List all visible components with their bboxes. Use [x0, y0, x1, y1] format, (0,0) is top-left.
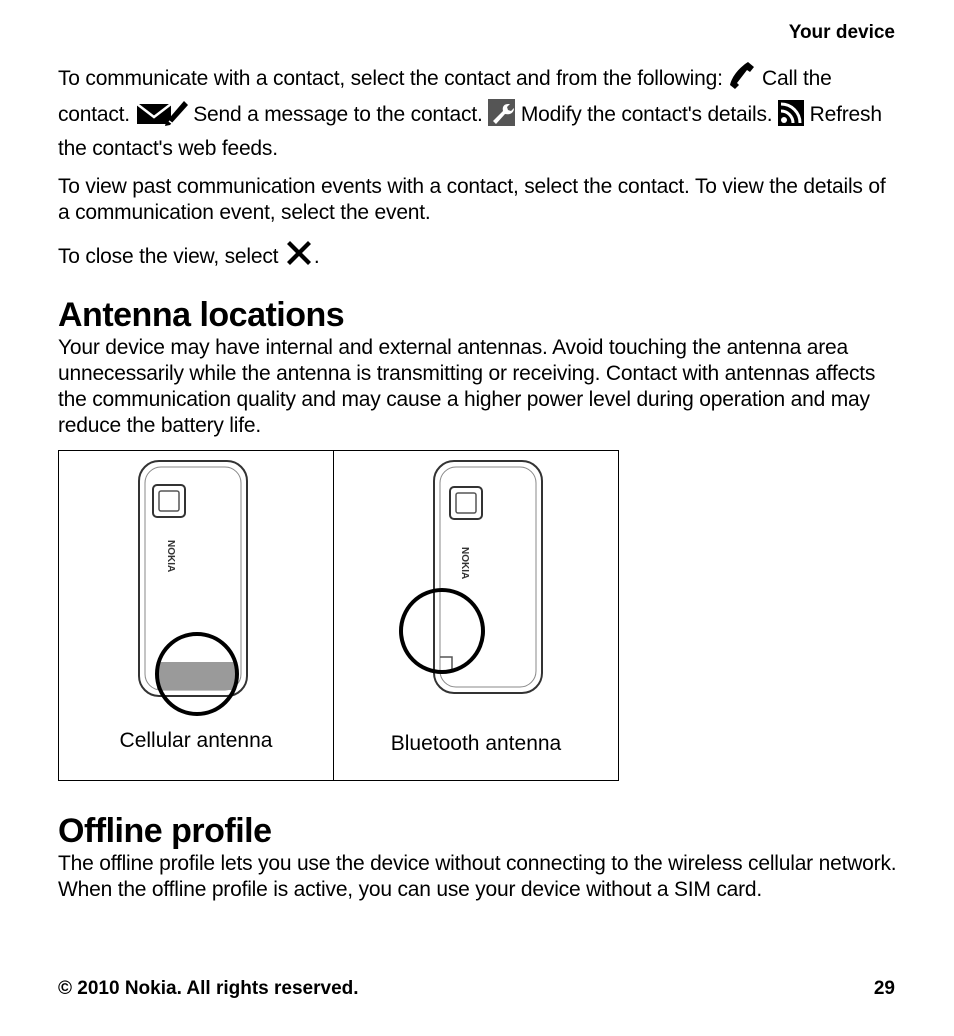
close-view-lead: To close the view, select — [58, 245, 279, 268]
offline-body: The offline profile lets you use the device without connecting to the wireless cellular network. When the offline profile is active, you can use your device without a SIM card. — [58, 852, 897, 901]
close-icon — [284, 238, 314, 275]
phone-icon — [728, 60, 756, 98]
page-content — [58, 60, 898, 903]
copyright-notice: © 2010 Nokia. All rights reserved. — [58, 978, 359, 999]
page-footer — [58, 978, 895, 1000]
refresh-description: Refresh the contact's web feeds. — [58, 103, 882, 160]
cellular-antenna-caption: Cellular antenna — [119, 729, 273, 752]
close-view-end: . — [313, 245, 320, 268]
bluetooth-antenna-cell — [334, 451, 618, 780]
contact-actions-paragraph — [58, 60, 898, 163]
antenna-body: Your device may have internal and external antennas. Avoid touching the antenna area unnecessarily while the antenna is transmitting or receiving. Contact with antennas affects the communication quality and may cause a higher power level during operation and may reduce the battery life. — [58, 336, 876, 437]
contact-actions-lead: To communicate with a contact, select the contact and from the following: — [58, 67, 723, 90]
message-description: Send a message to the contact. — [193, 103, 483, 126]
offline-profile-heading: Offline profile — [58, 812, 272, 850]
modify-description: Modify the contact's details. — [520, 103, 773, 126]
antenna-locations-heading: Antenna locations — [58, 296, 345, 334]
bluetooth-antenna-caption: Bluetooth antenna — [390, 732, 562, 755]
antenna-figure — [58, 450, 619, 781]
close-view-paragraph — [58, 238, 898, 275]
phone-back-illustration — [131, 457, 261, 722]
call-description: Call the contact. — [58, 67, 832, 126]
running-header: Your device — [788, 22, 895, 43]
feed-icon — [778, 100, 804, 134]
past-events-paragraph: To view past communication events with a contact, select the contact. To view the details of a communication event, select the event. — [58, 175, 886, 224]
envelope-pen-icon — [136, 98, 188, 134]
nokia-logo: NOKIA — [165, 540, 176, 573]
phone-back-illustration — [392, 457, 562, 702]
cellular-antenna-cell — [59, 451, 334, 780]
page-number: 29 — [873, 978, 895, 999]
wrench-icon — [488, 99, 515, 134]
nokia-logo: NOKIA — [459, 547, 470, 580]
